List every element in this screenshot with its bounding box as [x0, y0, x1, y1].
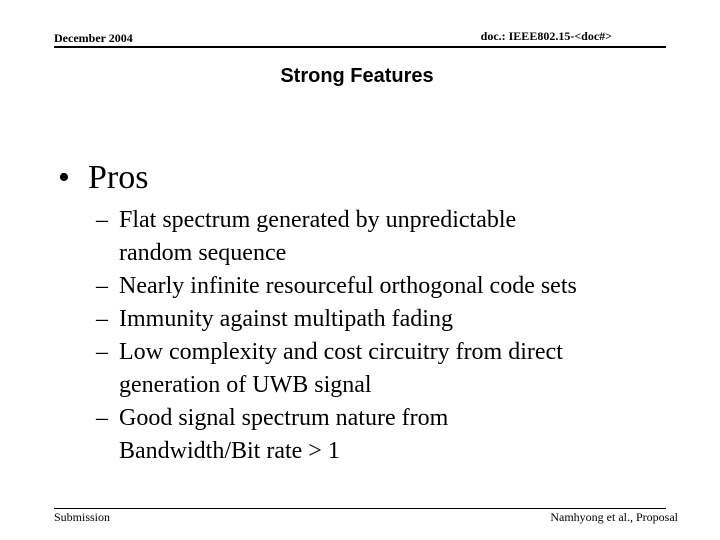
- header-date: December 2004: [54, 31, 133, 45]
- dash-symbol: –: [96, 339, 108, 365]
- sub-bullet-line: Immunity against multipath fading: [119, 306, 453, 332]
- header-doc-id: doc.: IEEE802.15-<doc#>: [480, 29, 612, 43]
- sub-bullet-item: [96, 402, 696, 468]
- bullet-text: Pros: [88, 159, 149, 196]
- header-divider: [54, 46, 666, 48]
- main-bullet: [58, 158, 148, 198]
- dash-symbol: –: [96, 306, 108, 332]
- sub-bullet-line: Good signal spectrum nature from: [119, 405, 449, 431]
- sub-bullet-list: [96, 204, 696, 468]
- sub-bullet-line: Bandwidth/Bit rate > 1: [119, 438, 340, 464]
- dash-symbol: –: [96, 207, 108, 233]
- bullet-symbol: •: [58, 159, 70, 196]
- footer-divider: [54, 508, 666, 509]
- sub-bullet-item: [96, 204, 696, 270]
- slide-title: Strong Features: [280, 65, 434, 87]
- dash-symbol: –: [96, 405, 108, 431]
- sub-bullet-item: [96, 336, 696, 402]
- sub-bullet-line: Low complexity and cost circuitry from direct: [119, 339, 563, 365]
- footer-author: Namhyong et al., Proposal: [550, 510, 678, 524]
- dash-symbol: –: [96, 273, 108, 299]
- sub-bullet-line: Nearly infinite resourceful orthogonal code sets: [119, 273, 577, 299]
- sub-bullet-item: [96, 270, 696, 303]
- sub-bullet-item: [96, 303, 696, 336]
- sub-bullet-line: generation of UWB signal: [119, 372, 372, 398]
- sub-bullet-line: random sequence: [119, 240, 287, 266]
- sub-bullet-line: Flat spectrum generated by unpredictable: [119, 207, 517, 233]
- footer-submission: Submission: [54, 510, 111, 524]
